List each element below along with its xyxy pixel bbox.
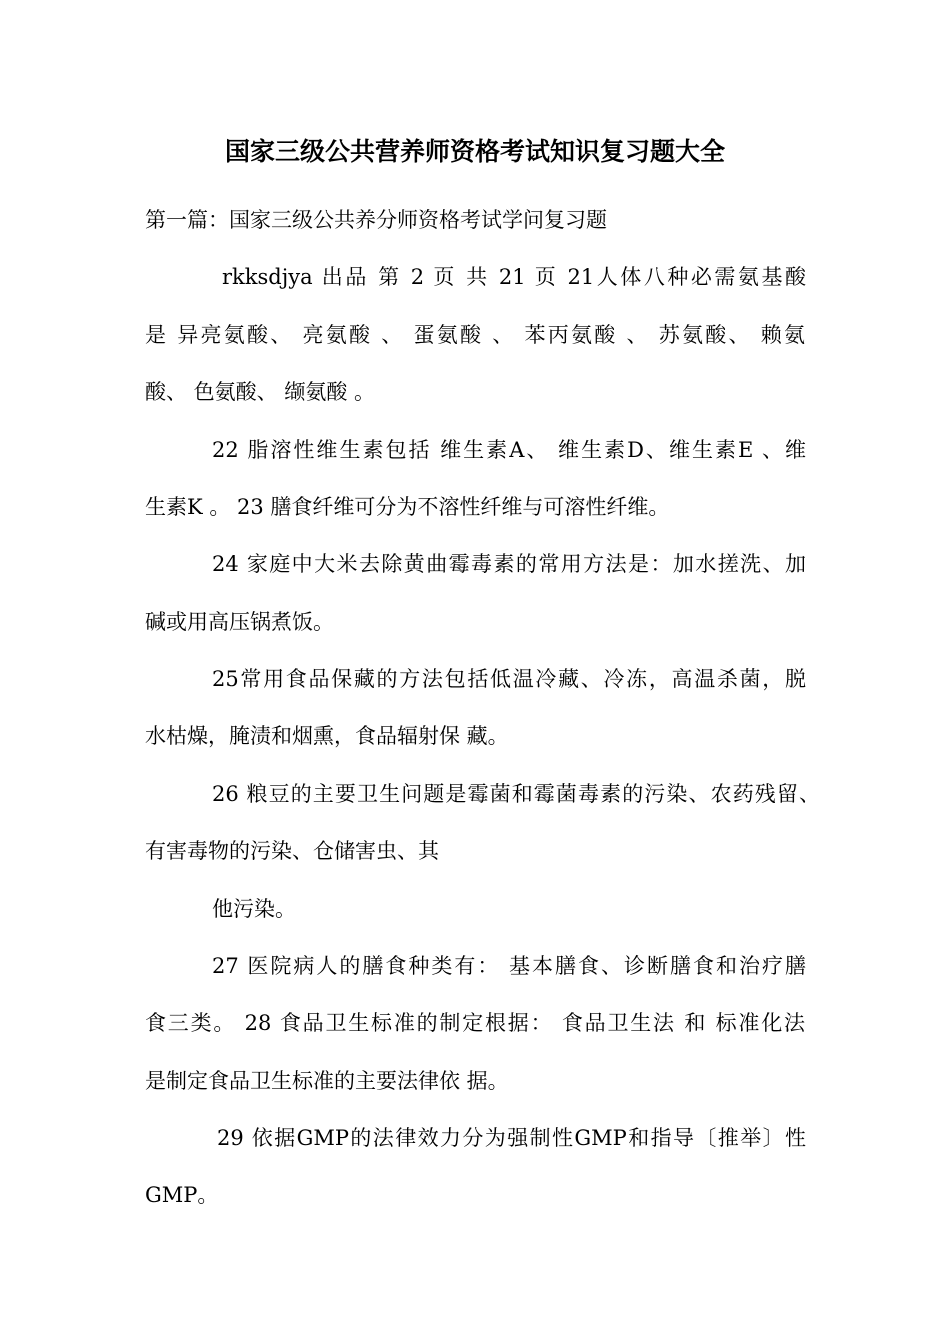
text-line: 29 依据GMP的法律效力分为强制性GMP和指导〔推举〕性 [217,1126,806,1150]
text-line: GMP。 [145,1183,219,1207]
text-line: 22 脂溶性维生素包括 维生素A、 维生素D、维生素E 、维 [212,438,806,462]
text-line: 他污染。 [212,897,296,921]
text-line: 第一篇：国家三级公共养分师资格考试学问复习题 [145,208,607,232]
text-line: 24 家庭中大米去除黄曲霉毒素的常用方法是：加水搓洗、加 [212,552,806,576]
text-line: rkksdjya 出品 第 2 页 共 21 页 21人体八种必需氨基酸 [222,265,806,289]
text-line: 26 粮豆的主要卫生问题是霉菌和霉菌毒素的污染、农药残留、 [212,782,820,806]
text-line: 25常用食品保藏的方法包括低温冷藏、冷冻，高温杀菌，脱 [212,667,806,691]
text-line: 是制定食品卫生标准的主要法律依 据。 [145,1069,509,1093]
text-line: 水枯燥，腌渍和烟熏，食品辐射保 藏。 [145,724,509,748]
text-line: 是 异亮氨酸、 亮氨酸 、 蛋氨酸 、 苯丙氨酸 、 苏氨酸、 赖氨 [145,323,805,347]
text-line: 27 医院病人的膳食种类有： 基本膳食、诊断膳食和治疗膳 [212,954,806,978]
text-line: 食三类。 28 食品卫生标准的制定根据： 食品卫生法 和 标准化法 [145,1011,805,1035]
text-line: 生素K 。 23 膳食纤维可分为不溶性纤维与可溶性纤维。 [145,495,670,519]
text-line: 有害毒物的污染、仓储害虫、其 [145,839,439,863]
text-line: 酸、 色氨酸、 缬氨酸 。 [145,380,376,404]
document-title: 国家三级公共营养师资格考试知识复习题大全 [224,137,725,166]
text-line: 碱或用高压锅煮饭。 [145,610,334,634]
